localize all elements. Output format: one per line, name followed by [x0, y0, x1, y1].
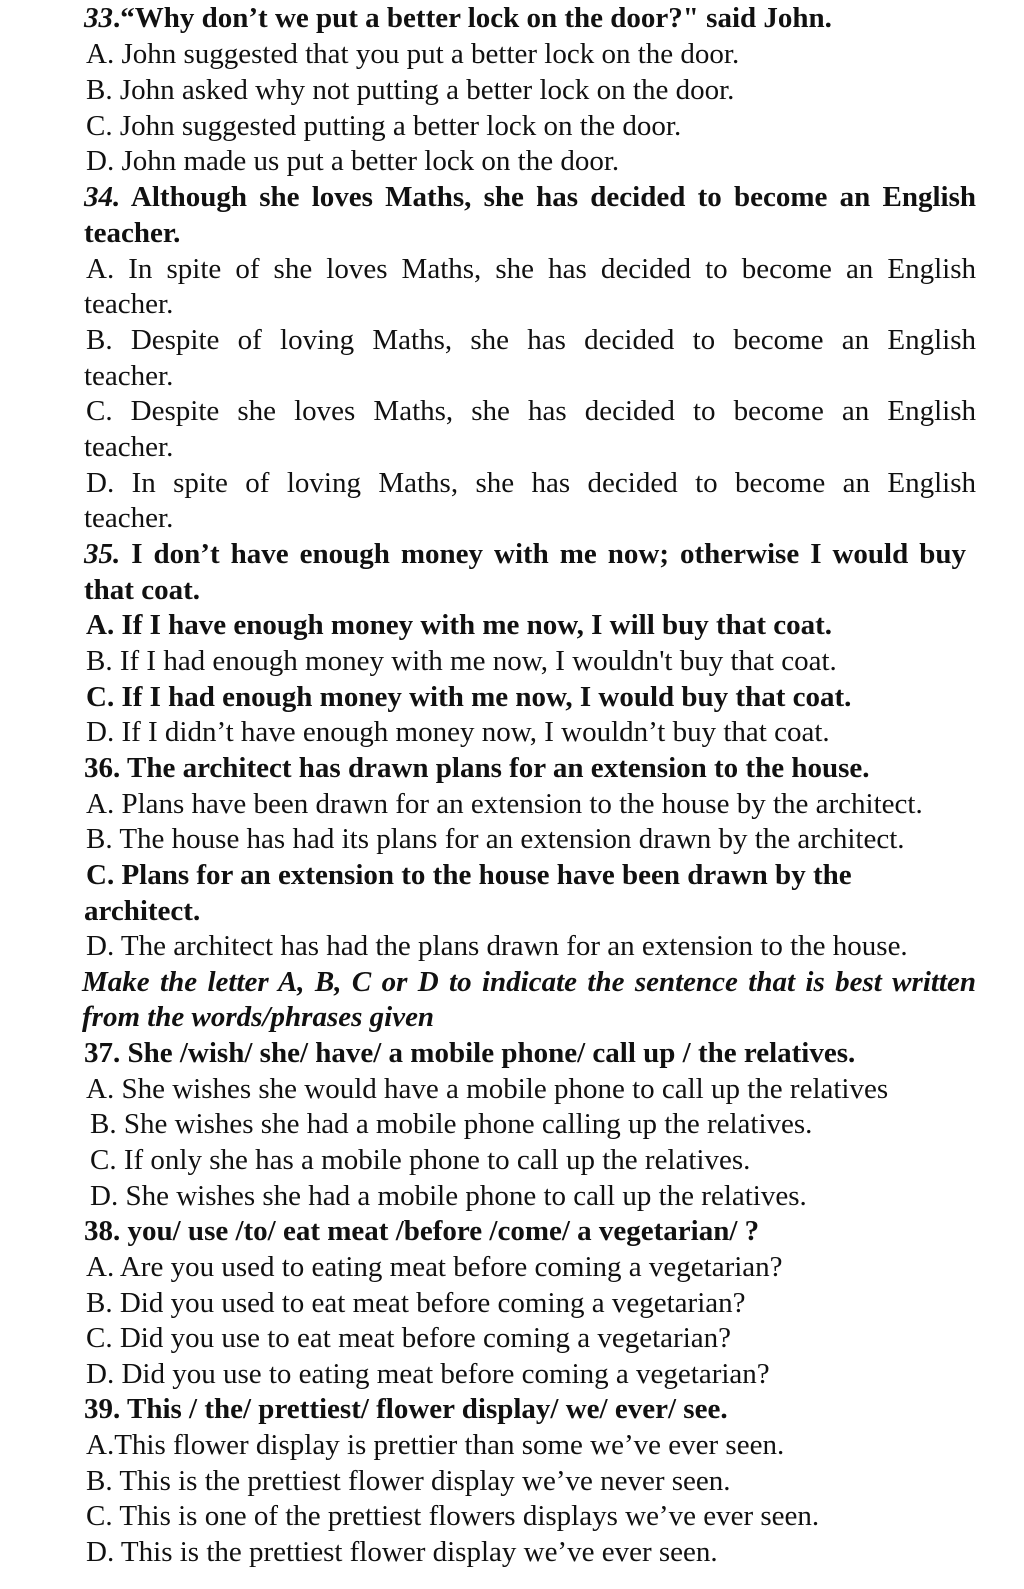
q37-option-d-text: D. She wishes she had a mobile phone to call up the relatives.: [90, 1180, 807, 1212]
q36-option-a: [0, 786, 1024, 822]
q34-number: 34.: [84, 181, 121, 213]
q33-option-c: [0, 108, 1024, 144]
q34-stem-line2-text: teacher.: [84, 217, 181, 249]
q35-option-d: [0, 714, 1024, 750]
q36-option-c: C. Plans for an extension to the house have been drawn by the: [86, 859, 852, 891]
q36-stem: [0, 750, 1024, 786]
q33-option-d-text: D. John made us put a better lock on the door.: [86, 145, 620, 177]
q35-stem-line2-text: that coat.: [84, 574, 200, 606]
q36-option-d-text: D. The architect has had the plans drawn for an extension to the house.: [86, 930, 908, 962]
q38-option-b: [0, 1285, 1024, 1321]
q35-option-b: [0, 643, 1024, 679]
section-instruction: Make the letter A, B, C or D to indicate the sentence that is best written: [82, 966, 976, 998]
q36-option-a-text: A. Plans have been drawn for an extension to the house by the architect.: [86, 788, 923, 820]
q38-stem: [0, 1213, 1024, 1249]
q35-option-a: [0, 607, 1024, 643]
q33-option-a-text: A. John suggested that you put a better lock on the door.: [86, 38, 740, 70]
q39-stem-text: 39. This / the/ prettiest/ flower display/ we/ ever/ see.: [84, 1393, 728, 1425]
q39-option-d-text: D. This is the prettiest flower display we’ve ever seen.: [86, 1536, 718, 1568]
q34-stem-text: Although she loves Maths, she has decided to become an English: [130, 181, 976, 213]
q35-option-d-text: D. If I didn’t have enough money now, I wouldn’t buy that coat.: [86, 716, 830, 748]
q38-option-d: [0, 1356, 1024, 1392]
q37-stem: [0, 1035, 1024, 1071]
q35-option-c: [0, 679, 1024, 715]
q33-option-b: [0, 72, 1024, 108]
q38-option-a-text: A. Are you used to eating meat before coming a vegetarian?: [86, 1251, 783, 1283]
q36-stem-text: 36. The architect has drawn plans for an extension to the house.: [84, 752, 870, 784]
q33-option-a: [0, 36, 1024, 72]
q38-option-b-text: B. Did you used to eat meat before coming a vegetarian?: [86, 1287, 746, 1319]
q34-stem-line1: [84, 179, 976, 215]
q37-option-a-text: A. She wishes she would have a mobile phone to call up the relatives: [86, 1073, 889, 1105]
q37-option-b-text: B. She wishes she had a mobile phone calling up the relatives.: [90, 1108, 813, 1140]
q35-option-b-text: B. If I had enough money with me now, I wouldn't buy that coat.: [86, 645, 837, 677]
q35-number: 35.: [84, 538, 121, 570]
q33-stem: [0, 0, 1024, 36]
q37-stem-text: 37. She /wish/ she/ have/ a mobile phone/ call up / the relatives.: [84, 1037, 856, 1069]
q36-option-c-line2-text: architect.: [84, 895, 201, 927]
q34-option-a-line2: [0, 286, 1024, 322]
q37-option-c: [0, 1142, 1024, 1178]
q38-option-d-text: D. Did you use to eating meat before coming a vegetarian?: [86, 1358, 770, 1390]
q36-option-b: [0, 821, 1024, 857]
q35-stem-line2: [0, 572, 1024, 608]
q38-stem-text: 38. you/ use /to/ eat meat /before /come/ a vegetarian/ ?: [84, 1215, 760, 1247]
q33-option-b-text: B. John asked why not putting a better lock on the door.: [86, 74, 735, 106]
q34-option-b: B. Despite of loving Maths, she has decided to become an English: [86, 324, 976, 356]
q39-option-c: [0, 1498, 1024, 1534]
q34-option-c-line2: [0, 429, 1024, 465]
q39-option-b-text: B. This is the prettiest flower display we’ve never seen.: [86, 1465, 731, 1497]
q33-option-c-text: C. John suggested putting a better lock on the door.: [86, 110, 682, 142]
q37-option-c-text: C. If only she has a mobile phone to call up the relatives.: [90, 1144, 751, 1176]
q34-option-a: A. In spite of she loves Maths, she has decided to become an English: [86, 253, 976, 285]
q39-option-c-text: C. This is one of the prettiest flowers displays we’ve ever seen.: [86, 1500, 820, 1532]
q37-option-a: [0, 1071, 1024, 1107]
q34-option-c-line2-text: teacher.: [84, 431, 174, 463]
q39-option-a-text: A.This flower display is prettier than some we’ve ever seen.: [86, 1429, 785, 1461]
q35-option-a-text: A. If I have enough money with me now, I will buy that coat.: [86, 609, 832, 641]
q33-number: 33: [84, 2, 113, 34]
q36-option-c-line2: [0, 893, 1024, 929]
q35-stem-text: I don’t have enough money with me now; otherwise I would buy: [131, 538, 966, 570]
q33-stem-text: .“Why don’t we put a better lock on the door?" said John.: [113, 2, 832, 34]
q37-option-d: [0, 1178, 1024, 1214]
section-instruction-line2: [0, 999, 1024, 1035]
q34-option-d-line2: [0, 500, 1024, 536]
q34-option-d: D. In spite of loving Maths, she has decided to become an English: [86, 467, 976, 499]
q34-option-c: C. Despite she loves Maths, she has decided to become an English: [86, 395, 976, 427]
q34-option-b-line2: [0, 358, 1024, 394]
q39-stem: [0, 1391, 1024, 1427]
q36-option-b-text: B. The house has had its plans for an extension drawn by the architect.: [86, 823, 905, 855]
q39-option-d: [0, 1534, 1024, 1570]
q34-option-d-line2-text: teacher.: [84, 502, 174, 534]
q38-option-c-text: C. Did you use to eat meat before coming a vegetarian?: [86, 1322, 732, 1354]
q34-option-b-line2-text: teacher.: [84, 360, 174, 392]
q36-option-d: [0, 928, 1024, 964]
q35-option-c-text: C. If I had enough money with me now, I would buy that coat.: [86, 681, 852, 713]
q38-option-a: [0, 1249, 1024, 1285]
section-instruction-line2-text: from the words/phrases given: [82, 1001, 435, 1033]
q39-option-a: [0, 1427, 1024, 1463]
q38-option-c: [0, 1320, 1024, 1356]
q35-stem-line1: [84, 536, 966, 572]
q37-option-b: [0, 1106, 1024, 1142]
q34-option-a-line2-text: teacher.: [84, 288, 174, 320]
q33-option-d: [0, 143, 1024, 179]
q34-stem-line2: [0, 215, 1024, 251]
q39-option-b: [0, 1463, 1024, 1499]
